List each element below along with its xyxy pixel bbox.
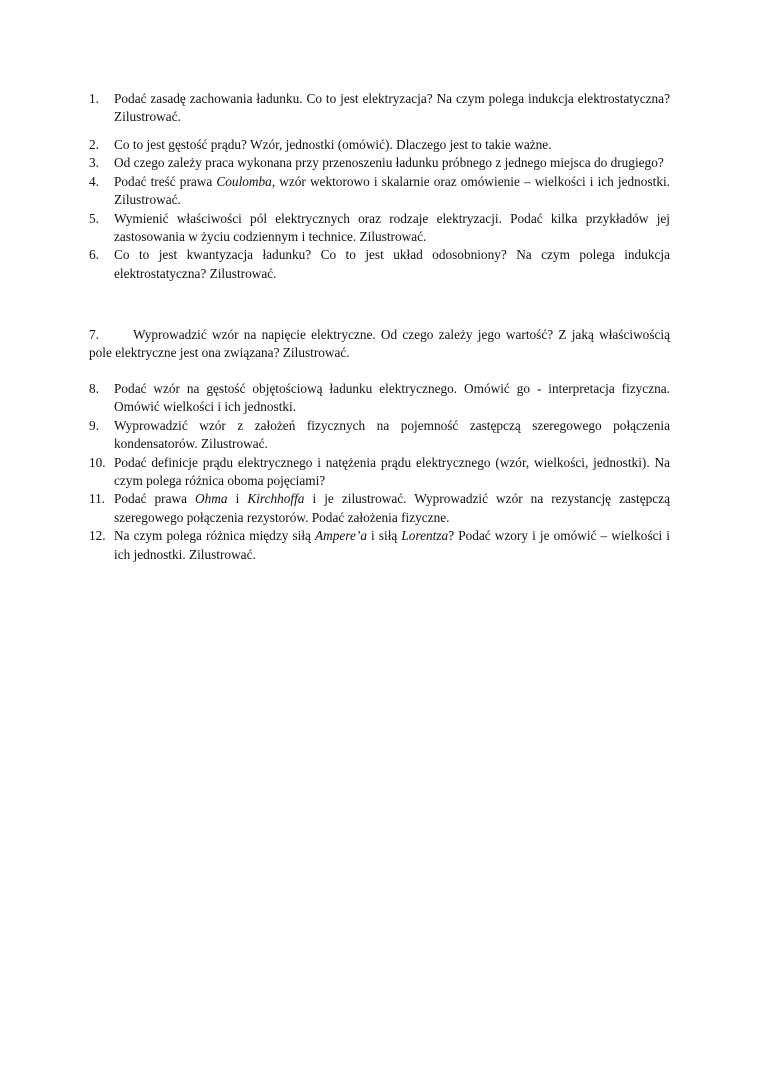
question-number: 10. bbox=[89, 454, 106, 470]
question-list-part1 bbox=[89, 90, 670, 127]
question-7-paragraph bbox=[89, 326, 670, 363]
question-text: Od czego zależy praca wykonana przy przenoszeniu ładunku próbnego z jednego miejsca do drugiego? bbox=[114, 155, 664, 171]
list-item bbox=[89, 417, 670, 454]
list-item bbox=[89, 173, 670, 210]
question-text: Wyprowadzić wzór z założeń fizycznych na pojemność zastępczą szeregowego połączenia kondensatorów. Zilustrować. bbox=[114, 417, 670, 452]
question-text: Podać zasadę zachowania ładunku. Co to jest elektryzacja? Na czym polega indukcja elektrostatyczna? Zilustrować. bbox=[114, 91, 670, 125]
question-number: 9. bbox=[89, 417, 99, 433]
question-text: Wyprowadzić wzór na napięcie elektryczne. Od czego zależy jego wartość? Z jaką właściwością pole elektryczne jest ona związana? Zilustrować. bbox=[89, 327, 670, 361]
question-text: Podać treść prawa Coulomba, wzór wektorowo i skalarnie oraz omówienie – wielkości i ich jednostki. Zilustrować. bbox=[114, 173, 670, 208]
list-item bbox=[89, 210, 670, 247]
list-item bbox=[89, 246, 670, 283]
question-number: 6. bbox=[89, 247, 99, 263]
question-text: Podać wzór na gęstość objętościową ładunku elektrycznego. Omówić go - interpretacja fizyczna. Omówić wielkości i ich jednostki. bbox=[114, 381, 670, 415]
question-number: 7. bbox=[89, 327, 99, 342]
list-item bbox=[89, 154, 670, 172]
question-number: 5. bbox=[89, 210, 99, 226]
question-text: Na czym polega różnica między siłą Ampere’a i siłą Lorentza? Podać wzory i je omówić – wielkości i ich jednostki. Zilustrować. bbox=[114, 528, 670, 562]
name-ampere: Ampere’a bbox=[315, 528, 367, 544]
list-item bbox=[89, 527, 670, 564]
question-number: 11. bbox=[89, 491, 106, 507]
question-number: 1. bbox=[89, 91, 99, 106]
list-item bbox=[89, 454, 670, 491]
question-list-part2 bbox=[89, 136, 670, 283]
question-number: 8. bbox=[89, 381, 99, 396]
list-item bbox=[89, 490, 670, 527]
question-number: 3. bbox=[89, 155, 99, 171]
question-text: Podać prawa Ohma i Kirchhoffa i je zilustrować. Wyprowadzić wzór na rezystancję zastępczą szeregowego połączenia rezystorów. Podać założenia fizyczne. bbox=[114, 491, 671, 525]
name-coulomb: Coulomba bbox=[216, 173, 272, 189]
name-ohm: Ohma bbox=[195, 491, 228, 507]
question-text: Wymienić właściwości pól elektrycznych oraz rodzaje elektryzacji. Podać kilka przykładów jej zastosowania w życiu codziennym i technice. Zilustrować. bbox=[114, 210, 670, 245]
question-number: 4. bbox=[89, 173, 99, 189]
question-text: Podać definicje prądu elektrycznego i natężenia prądu elektrycznego (wzór, wielkości, jednostki). Na czym polega różnica oboma pojęciami? bbox=[114, 454, 670, 489]
question-text: Co to jest gęstość prądu? Wzór, jednostki (omówić). Dlaczego jest to takie ważne. bbox=[114, 137, 552, 152]
question-text: Co to jest kwantyzacja ładunku? Co to jest układ odosobniony? Na czym polega indukcja elektrostatyczna? Zilustrować. bbox=[114, 247, 670, 281]
list-item bbox=[89, 380, 670, 417]
question-list-part3 bbox=[89, 380, 670, 564]
list-item bbox=[89, 90, 670, 127]
list-item bbox=[89, 136, 670, 154]
question-number: 12. bbox=[89, 528, 106, 544]
name-kirchhoff: Kirchhoffa bbox=[247, 491, 305, 507]
name-lorentz: Lorentza bbox=[401, 528, 449, 544]
question-number: 2. bbox=[89, 137, 99, 152]
